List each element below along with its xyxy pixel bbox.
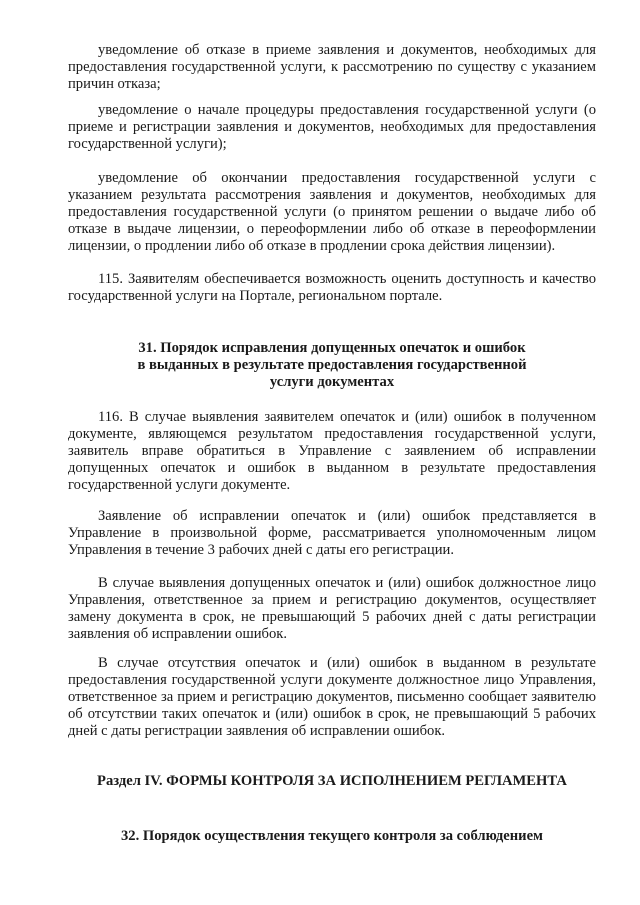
paragraph-115: 115. Заявителям обеспечивается возможность оценить доступность и качество государственной услуги на Портале, региональном портале.: [68, 271, 596, 304]
section-31-heading-line: 31. Порядок исправления допущенных опечаток и ошибок: [138, 340, 526, 356]
paragraph-correction-request: Заявление об исправлении опечаток и (или) ошибок представляется в Управление в произвольной форме, рассматривается уполномоченным лицом Управления в течение 3 рабочих дней с даты его регистрации.: [68, 508, 596, 558]
paragraph-errors-found: В случае выявления допущенных опечаток и (или) ошибок должностное лицо Управления, ответственное за прием и регистрацию документов, осуществляет замену документа в срок, не превышающий 5 рабочих дней с даты регистрации заявления об исправлении ошибок.: [68, 575, 596, 642]
paragraph-refusal-notice: уведомление об отказе в приеме заявления и документов, необходимых для предоставления государственной услуги, к рассмотрению по существу с указанием причин отказа;: [68, 42, 596, 92]
paragraph-no-errors: В случае отсутствия опечаток и (или) ошибок в выданном в результате предоставления государственной услуги документе должностное лицо Управления, ответственное за прием и регистрацию документов, письменно сообщает заявителю об отсутствии таких опечаток и (или) ошибок в срок, не превышающий 5 рабочих дней с даты регистрации заявления об исправлении ошибок.: [68, 655, 596, 739]
section-31-heading: [68, 340, 596, 391]
section-4-heading: Раздел IV. ФОРМЫ КОНТРОЛЯ ЗА ИСПОЛНЕНИЕМ РЕГЛАМЕНТА: [97, 773, 567, 789]
paragraph-completion-notice: уведомление об окончании предоставления государственной услуги с указанием результата рассмотрения заявления и документов, необходимых для предоставления государственной услуги (о принятом решении о выдаче либо об отказе в выдаче лицензии, о переоформлении либо об отказе в переоформлении лицензии, о продлении либо об отказе в продлении срока действия лицензии).: [68, 170, 596, 254]
paragraph-116: 116. В случае выявления заявителем опечаток и (или) ошибок в полученном документе, являющемся результатом предоставления государственной услуги, заявитель вправе обратиться в Управление с заявлением об исправлении допущенных опечаток и ошибок в выданном в результате предоставления государственной услуги документе.: [68, 409, 596, 493]
section-32-heading: 32. Порядок осуществления текущего контроля за соблюдением: [121, 828, 543, 844]
section-31-heading-line: услуги документах: [269, 374, 395, 390]
section-31-heading-line: в выданных в результате предоставления государственной: [137, 357, 527, 373]
paragraph-start-notice: уведомление о начале процедуры предоставления государственной услуги (о приеме и регистрации заявления и документов, необходимых для предоставления государственной услуги);: [68, 102, 596, 152]
